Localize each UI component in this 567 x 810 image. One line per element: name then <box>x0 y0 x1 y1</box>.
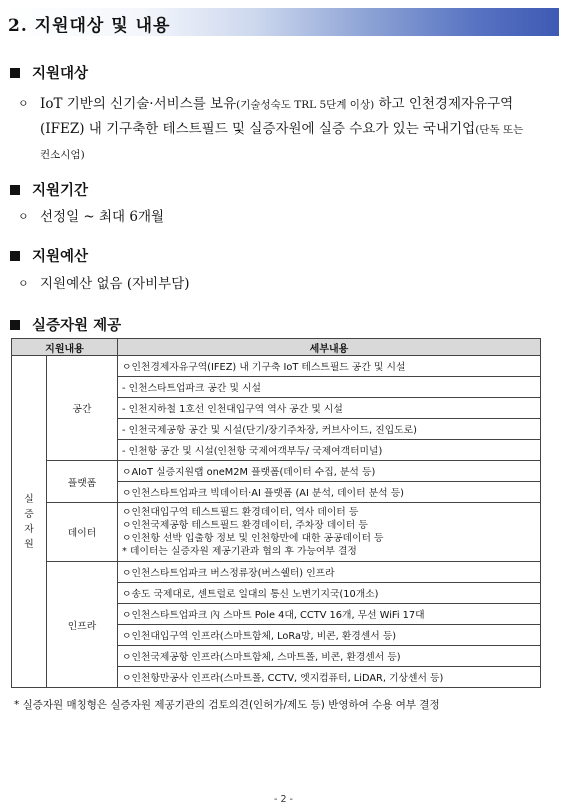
detail-cell: ㅇ인천국제공항 인프라(스마트함체, 스마트폴, 비콘, 환경센서 등) <box>118 646 541 667</box>
section-banner <box>6 8 559 36</box>
category-cell: 인프라 <box>47 562 118 688</box>
resources-table <box>11 338 541 688</box>
heading-resources-label: 실증자원 제공 <box>32 317 122 334</box>
detail-cell: - 인천국제공항 공간 및 시설(단기/장기주차장, 커브사이드, 진입도로) <box>118 419 541 440</box>
heading-target <box>10 62 88 83</box>
budget-text: 지원예산 없음 (자비부담) <box>40 276 190 292</box>
category-cell: 플랫폼 <box>47 461 118 503</box>
detail-cell: - 인천스타트업파크 공간 및 시설 <box>118 377 541 398</box>
detail-cell: - 인천지하철 1호선 인천대입구역 역사 공간 및 시설 <box>118 398 541 419</box>
heading-target-label: 지원대상 <box>32 65 89 82</box>
section-title: 2. 지원대상 및 내용 <box>8 16 171 36</box>
circle-bullet-icon: ㅇ <box>18 97 29 110</box>
detail-line: ㅇ인천국제공항 테스트필드 환경데이터, 주차장 데이터 등 <box>122 520 368 531</box>
detail-line: ㅇ인천항 선박 입출항 정보 및 인천항만에 대한 공공데이터 등 <box>122 533 384 544</box>
heading-resources <box>10 314 121 335</box>
period-text: 선정일 ~ 최대 6개월 <box>40 209 165 225</box>
detail-line: ㅇ인천대입구역 테스트필드 환경데이터, 역사 데이터 등 <box>122 507 359 518</box>
footnote: * 실증자원 매칭형은 실증자원 제공기관의 검토의견(인허가/제도 등) 반영하여 수용 여부 결정 <box>14 699 440 711</box>
table-row <box>12 356 541 377</box>
row-label-cell <box>12 356 47 688</box>
table-header-row <box>12 339 541 356</box>
detail-cell: ㅇ인천경제자유구역(IFEZ) 내 기구축 IoT 테스트필드 공간 및 시설 <box>118 356 541 377</box>
category-cell: 데이터 <box>47 503 118 562</box>
detail-cell: ㅇ인천스타트업파크 內 스마트 Pole 4대, CCTV 16개, 무선 WiFi 17대 <box>118 604 541 625</box>
period-paragraph <box>18 205 535 229</box>
target-paragraph <box>18 92 535 167</box>
detail-cell: ㅇ인천항만공사 인프라(스마트폴, CCTV, 엣지컴퓨터, LiDAR, 기상센서 등) <box>118 667 541 688</box>
heading-period <box>10 179 88 200</box>
target-text-b: 하고 인천경제자유구역(IFEZ) 내 기구축한 테스트필드 및 실증자원에 실증 수요가 있는 국내기업 <box>40 96 514 137</box>
table-header-detail: 세부내용 <box>118 339 541 356</box>
detail-cell: ㅇAIoT 실증지원랩 oneM2M 플랫폼(데이터 수집, 분석 등) <box>118 461 541 482</box>
category-cell: 공간 <box>47 356 118 461</box>
square-bullet-icon <box>10 68 20 78</box>
target-text-a: IoT 기반의 신기술·서비스를 보유 <box>40 96 237 112</box>
detail-cell-multi <box>118 503 541 562</box>
detail-cell: ㅇ인천스타트업파크 빅데이터·AI 플랫폼 (AI 분석, 데이터 분석 등) <box>118 482 541 503</box>
target-text-small: (기술성숙도 TRL 5단계 이상) <box>236 99 375 111</box>
heading-budget <box>10 245 88 266</box>
square-bullet-icon <box>10 320 20 330</box>
square-bullet-icon <box>10 251 20 261</box>
page-number: - 2 - <box>274 794 293 805</box>
table-row <box>12 461 541 482</box>
detail-cell: ㅇ인천스타트업파크 버스정류장(버스쉘터) 인프라 <box>118 562 541 583</box>
detail-cell: ㅇ송도 국제대로, 센트럴로 일대의 통신 노변기지국(10개소) <box>118 583 541 604</box>
detail-line: * 데이터는 실증자원 제공기관과 협의 후 가능여부 결정 <box>122 546 357 557</box>
circle-bullet-icon: ㅇ <box>18 277 29 290</box>
target-text-c: (단독 또는 컨소시엄) <box>40 124 524 161</box>
square-bullet-icon <box>10 185 20 195</box>
row-label: 실증자원 <box>24 493 34 550</box>
detail-cell: ㅇ인천대입구역 인프라(스마트함체, LoRa망, 비콘, 환경센서 등) <box>118 625 541 646</box>
table-row <box>12 562 541 583</box>
circle-bullet-icon: ㅇ <box>18 210 29 223</box>
detail-cell: - 인천항 공간 및 시설(인천항 국제여객부두/ 국제여객터미널) <box>118 440 541 461</box>
heading-budget-label: 지원예산 <box>32 248 89 265</box>
table-row <box>12 503 541 562</box>
budget-paragraph <box>18 272 535 296</box>
table-header-support: 지원내용 <box>12 339 118 356</box>
heading-period-label: 지원기간 <box>32 182 89 199</box>
